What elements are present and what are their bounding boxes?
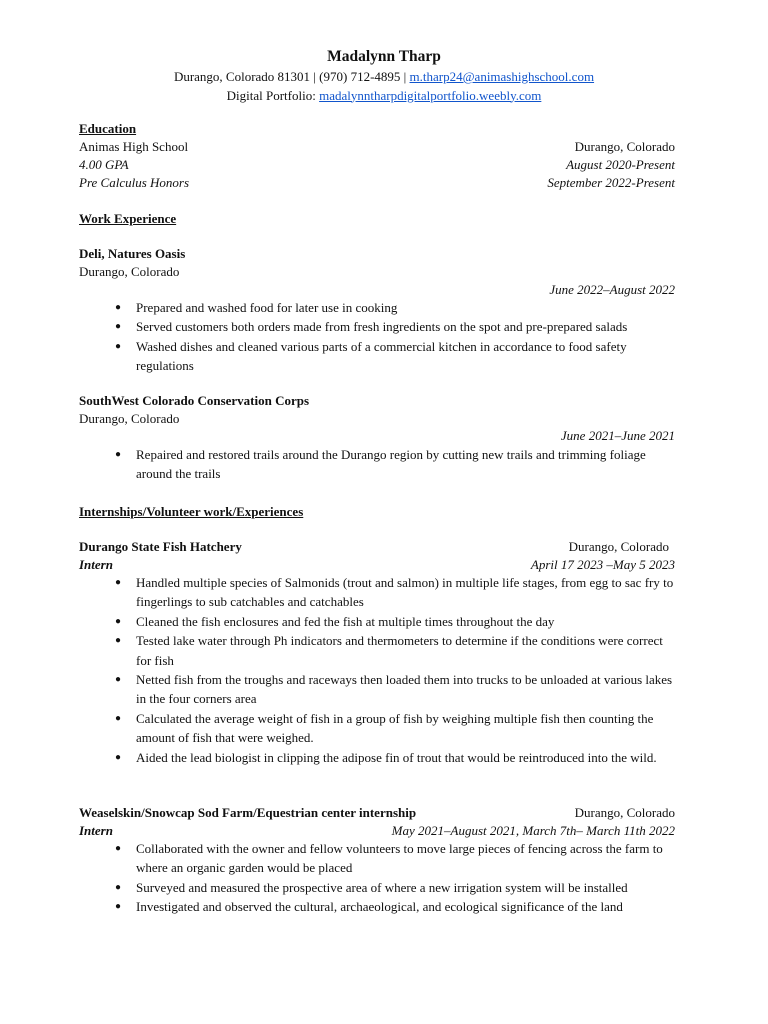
bullet-icon: ● [115, 881, 122, 893]
list-item: ● Tested lake water through Ph indicators and thermometers to determine if the conditions were correct for fish [115, 633, 663, 668]
course: Pre Calculus Honors [79, 175, 190, 190]
bullet-icon: ● [115, 843, 122, 854]
job-dates: June 2021–June 2021 [560, 428, 675, 443]
internship-bullets [115, 573, 675, 767]
internship-bullets [115, 839, 675, 917]
list-item: ● Surveyed and measured the prospective area of where a new irrigation system will be installed [115, 878, 675, 897]
education-school-row [79, 138, 675, 156]
internship-org: Durango State Fish Hatchery [79, 539, 242, 554]
job-bullets [115, 445, 675, 484]
internship-org: Weaselskin/Snowcap Sod Farm/Equestrian center internship [79, 805, 417, 820]
gpa-dates: August 2020-Present [566, 157, 675, 172]
internship-role: Intern [79, 823, 113, 838]
education-gpa-row [79, 156, 675, 174]
job-dates: June 2022–August 2022 [549, 282, 675, 297]
bullet-icon: ● [115, 901, 122, 913]
bullet-icon: ● [115, 674, 122, 686]
internship-dates: April 17 2023 –May 5 2023 [530, 557, 675, 572]
job-dates-row [79, 427, 675, 445]
portfolio-line [0, 87, 768, 106]
internship-location: Durango, Colorado [574, 805, 675, 820]
internship-role: Intern [79, 557, 113, 572]
school-location: Durango, Colorado [574, 139, 675, 154]
list-item: ● Collaborated with the owner and fellow volunteers to move large pieces of fencing across the farm to where an organic garden would be placed [115, 841, 663, 876]
email-link[interactable]: m.tharp24@animashighschool.com [409, 69, 595, 84]
school-name: Animas High School [79, 139, 189, 154]
internship-location: Durango, Colorado [568, 539, 669, 554]
internship-dates: May 2021–August 2021, March 7th– March 11th 2022 [391, 823, 675, 838]
internship-role-row [79, 822, 675, 840]
candidate-name: Madalynn Tharp [327, 48, 441, 65]
list-item: ● Served customers both orders made from fresh ingredients on the spot and pre-prepared salads [115, 317, 675, 336]
internships-heading: Internships/Volunteer work/Experiences [79, 504, 304, 519]
resume-header [0, 46, 768, 105]
portfolio-link[interactable]: madalynntharpdigitalportfolio.weebly.com [319, 87, 542, 103]
job-dates-row [79, 281, 675, 299]
bullet-icon: ● [115, 577, 122, 588]
internship-org-row [79, 538, 669, 556]
job-employer: Deli, Natures Oasis [79, 246, 186, 261]
list-item: ● Aided the lead biologist in clipping the adipose fin of trout that would be reintroduced into the wild. [115, 748, 675, 767]
job-location: Durango, Colorado [79, 264, 180, 279]
bullet-icon: ● [115, 751, 122, 763]
bullet-icon: ● [115, 449, 122, 460]
education-course-row [79, 174, 675, 192]
gpa: 4.00 GPA [79, 157, 129, 172]
portfolio-label: Digital Portfolio: [226, 87, 320, 103]
internship-org-row [79, 804, 675, 822]
list-item: ● Calculated the average weight of fish in a group of fish by weighing multiple fish then counting the amount of fish that were weighed. [115, 710, 654, 746]
bullet-icon: ● [115, 615, 122, 627]
list-item: ● Prepared and washed food for later use in cooking [115, 298, 675, 317]
bullet-icon: ● [115, 302, 122, 313]
bullet-icon: ● [115, 635, 122, 647]
list-item: ● Netted fish from the troughs and raceways then loaded them into trucks to be unloaded at various lakes in the four corners area [115, 672, 673, 707]
course-dates: September 2022-Present [547, 175, 675, 190]
bullet-icon: ● [115, 340, 122, 352]
work-heading: Work Experience [79, 211, 177, 226]
contact-line [0, 68, 768, 87]
job-employer: SouthWest Colorado Conservation Corps [79, 393, 310, 408]
internship-role-row [79, 556, 675, 574]
education-heading: Education [79, 121, 137, 136]
contact-details: Durango, Colorado 81301 | (970) 712-4895 | [173, 69, 410, 84]
bullet-icon: ● [115, 712, 122, 724]
list-item: ● Repaired and restored trails around the Durango region by cutting new trails and trimming foliage around the trails [115, 447, 646, 482]
list-item: ● Handled multiple species of Salmonids (trout and salmon) in multiple life stages, from egg to sac fry to fingerlings to sub catchables and catchables [115, 575, 674, 610]
job-bullets [115, 298, 675, 376]
list-item: ● Washed dishes and cleaned various parts of a commercial kitchen in accordance to food safety regulations [115, 338, 627, 374]
bullet-icon: ● [115, 321, 122, 333]
list-item: ● Investigated and observed the cultural, archaeological, and ecological significance of the land [115, 897, 675, 916]
job-location: Durango, Colorado [79, 411, 180, 426]
list-item: ● Cleaned the fish enclosures and fed the fish at multiple times throughout the day [115, 612, 675, 631]
